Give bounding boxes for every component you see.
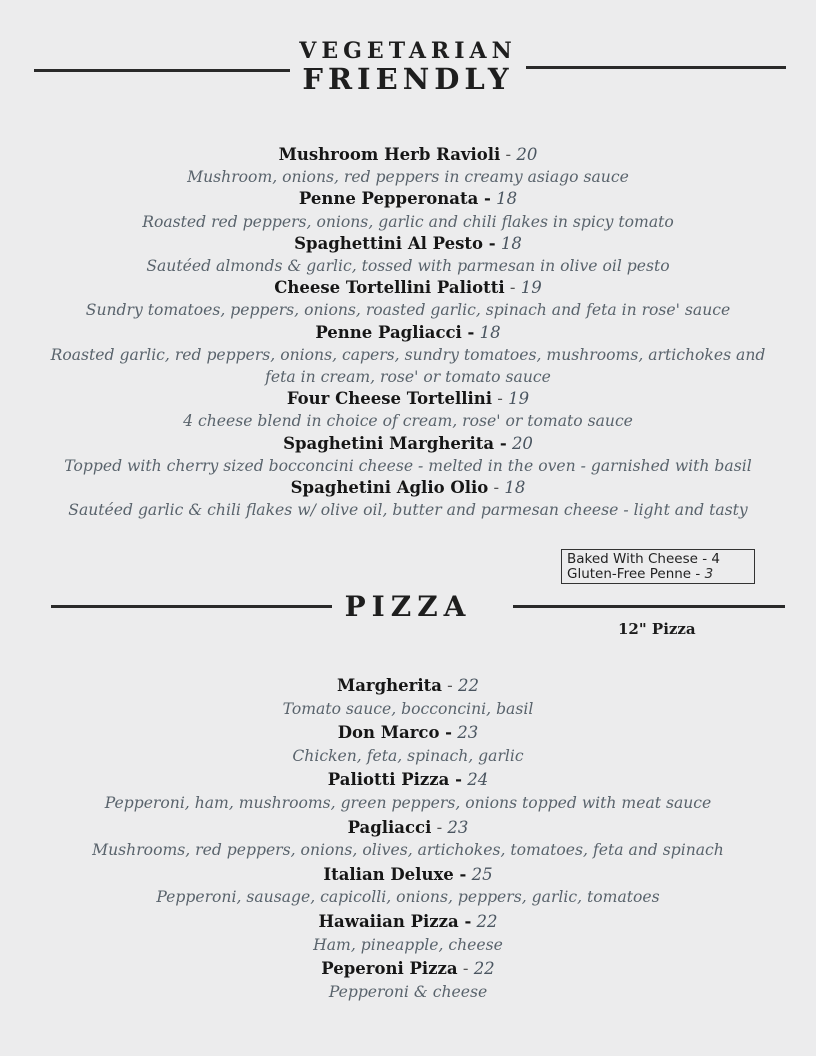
menu-item [0, 816, 816, 863]
menu-item [0, 768, 816, 815]
extra-baked-cheese: Baked With Cheese - 4 [567, 551, 720, 567]
menu-item-header [0, 477, 816, 499]
menu-item-name: Cheese Tortellini Paliotti [274, 278, 505, 298]
extras-box [561, 549, 755, 584]
menu-item [0, 477, 816, 521]
menu-item [0, 188, 816, 232]
menu-item [0, 233, 816, 277]
menu-item [0, 388, 816, 432]
menu-item-description: Chicken, feta, spinach, garlic [292, 746, 524, 765]
menu-item-name: Pagliacci [347, 817, 432, 837]
menu-item-name: Peperoni Pizza [321, 959, 458, 979]
menu-item-description: Tomato sauce, bocconcini, basil [282, 699, 534, 718]
menu-item-description: Mushroom, onions, red peppers in creamy asiago sauce [187, 168, 629, 187]
menu-item-separator: - [492, 389, 509, 409]
menu-item-price: 20 [511, 433, 533, 453]
menu-item-header [0, 910, 816, 934]
menu-item-price: 25 [471, 864, 493, 884]
menu-item-name: Don Marco - [337, 723, 453, 743]
menu-item-description: Sautéed almonds & garlic, tossed with parmesan in olive oil pesto [146, 257, 670, 276]
menu-item-price: 22 [476, 911, 498, 931]
section-title-friendly: FRIENDLY [302, 62, 514, 96]
menu-item-price: 18 [500, 233, 522, 253]
menu-item-header [0, 144, 816, 166]
menu-item-description: 4 cheese blend in choice of cream, rose' or tomato sauce [183, 412, 633, 431]
extra-gluten-free [567, 567, 754, 582]
extra-gluten-free-price: 3 [704, 565, 714, 582]
menu-item-price: 18 [496, 189, 518, 209]
menu-item-description: Roasted garlic, red peppers, onions, capers, sundry tomatoes, mushrooms, artichokes and feta in cream, rose' or tomato sauce [50, 345, 766, 387]
menu-item-description: Pepperoni & cheese [328, 982, 488, 1001]
menu-item [0, 721, 816, 768]
menu-item-name: Margherita [336, 676, 442, 695]
menu-item-price: 19 [520, 278, 542, 298]
menu-item-header [0, 277, 816, 299]
menu-item-separator: - [504, 278, 521, 298]
menu-item-header [0, 721, 816, 745]
menu-item-price: 22 [473, 959, 495, 979]
menu-item-description: Mushrooms, red peppers, onions, olives, artichokes, tomatoes, feta and spinach [92, 841, 724, 860]
menu-item-name: Hawaiian Pizza - [318, 911, 472, 931]
menu-item-name: Mushroom Herb Ravioli [278, 145, 501, 164]
menu-item-header [0, 433, 816, 455]
pizza-size-label: 12" Pizza [618, 620, 696, 638]
section-title-pizza: PIZZA [344, 590, 472, 623]
menu-item-header [0, 816, 816, 840]
menu-item-name: Penne Pepperonata - [298, 189, 491, 209]
menu-item-name: Penne Pagliacci - [315, 322, 475, 342]
menu-item-description: Ham, pineapple, cheese [313, 935, 503, 954]
menu-item [0, 674, 816, 721]
pizza-menu-list [0, 674, 816, 1004]
menu-item-name: Paliotti Pizza - [327, 770, 462, 790]
menu-item [0, 322, 816, 389]
menu-item-header [0, 957, 816, 981]
menu-item [0, 144, 816, 188]
menu-item-separator: - [488, 478, 505, 498]
menu-item-header [0, 233, 816, 255]
menu-item-description: Roasted red peppers, onions, garlic and chili flakes in spicy tomato [142, 212, 674, 231]
menu-item-name: Spaghettini Al Pesto - [294, 233, 496, 253]
menu-item-name: Spaghetini Aglio Olio [290, 478, 489, 498]
menu-item-separator: - [457, 959, 474, 979]
vegetarian-menu-list [0, 144, 816, 521]
section-title-vegetarian: VEGETARIAN [299, 38, 517, 64]
menu-item-description: Topped with cherry sized bocconcini cheese - melted in the oven - garnished with basil [64, 456, 752, 475]
menu-item-header [0, 322, 816, 344]
menu-item-description: Sautéed garlic & chili flakes w/ olive oil, butter and parmesan cheese - light and tasty [68, 501, 748, 520]
menu-item [0, 957, 816, 1004]
menu-item-price: 23 [447, 817, 469, 837]
menu-item-price: 24 [467, 770, 489, 790]
menu-item [0, 433, 816, 477]
menu-item-header [0, 863, 816, 887]
menu-item-separator: - [431, 817, 448, 837]
menu-item-price: 19 [508, 389, 530, 409]
menu-item-price: 18 [479, 322, 501, 342]
menu-item [0, 863, 816, 910]
menu-item-header [0, 674, 816, 698]
menu-item-price: 20 [516, 145, 538, 164]
menu-item [0, 277, 816, 321]
menu-item-description: Pepperoni, ham, mushrooms, green peppers, onions topped with meat sauce [104, 793, 712, 812]
menu-item-header [0, 768, 816, 792]
menu-item-name: Italian Deluxe - [323, 864, 467, 884]
menu-item-price: 18 [504, 478, 526, 498]
menu-item-separator: - [500, 145, 517, 164]
menu-item-name: Spaghetini Margherita - [283, 433, 507, 453]
menu-item-description: Pepperoni, sausage, capicolli, onions, peppers, garlic, tomatoes [156, 888, 660, 907]
menu-item-price: 22 [458, 676, 480, 695]
menu-item-description: Sundry tomatoes, peppers, onions, roasted garlic, spinach and feta in rose' sauce [85, 301, 731, 320]
menu-item [0, 910, 816, 957]
menu-item-price: 23 [457, 723, 479, 743]
menu-item-header [0, 188, 816, 210]
menu-item-header [0, 388, 816, 410]
menu-item-separator: - [441, 676, 459, 695]
extra-gluten-free-label: Gluten-Free Penne - [567, 565, 705, 582]
menu-item-name: Four Cheese Tortellini [286, 389, 493, 409]
